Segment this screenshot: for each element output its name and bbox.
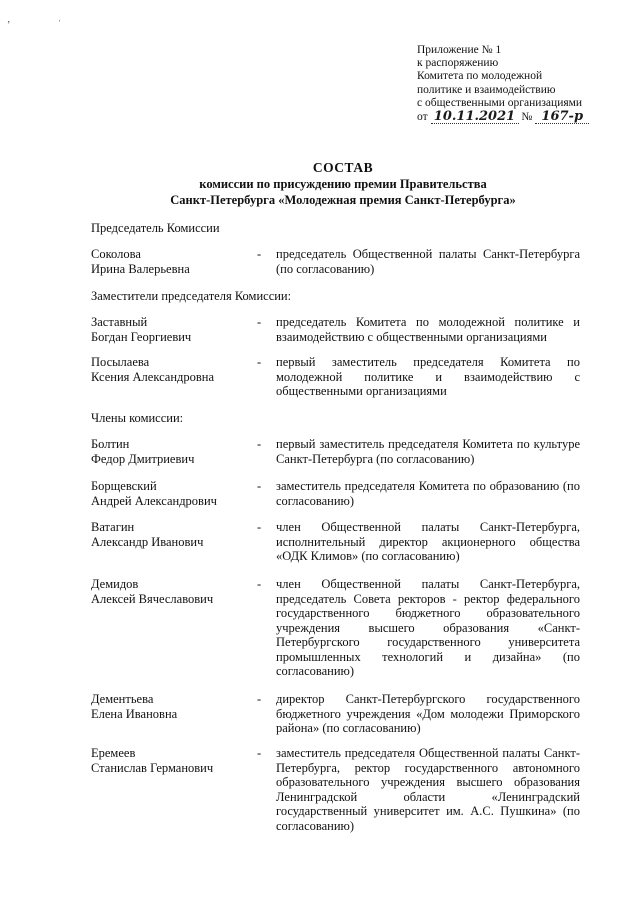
- date-prefix: от: [417, 111, 428, 124]
- title-line-2: комиссии по присуждению премии Правительства: [199, 177, 487, 191]
- dash: -: [257, 577, 262, 591]
- section-deputies: Заместители председателя Комиссии:: [91, 289, 292, 303]
- member-name: Борщевский Андрей Александрович: [91, 479, 217, 508]
- dash: -: [257, 315, 262, 329]
- dash: -: [257, 479, 262, 493]
- member-role: член Общественной палаты Санкт-Петербурга, исполнительный директор акционерного общества «ОДК Климов» (по согласованию): [276, 520, 580, 563]
- dash: -: [257, 692, 262, 706]
- member-role: заместитель председателя Общественной палаты Санкт-Петербурга, ректор государственного автономного образовательного учреждения высшего образования Ленинградской области «Ленинградский государственный университет им. А.С. Пушкина» (по согласованию): [276, 746, 580, 833]
- member-name: Дементьева Елена Ивановна: [91, 692, 178, 721]
- annex-line: с общественными организациями: [417, 96, 583, 109]
- dash: -: [257, 437, 262, 451]
- member-name: Ватагин Александр Иванович: [91, 520, 204, 549]
- handwritten-number: 167-р: [535, 110, 589, 124]
- member-role: председатель Комитета по молодежной политике и взаимодействию с общественными организациями: [276, 315, 580, 344]
- member-name: Болтин Федор Дмитриевич: [91, 437, 195, 466]
- annex-block: [417, 44, 617, 124]
- dash: -: [257, 247, 262, 261]
- member-role: заместитель председателя Комитета по образованию (по согласованию): [276, 479, 580, 508]
- member-role: первый заместитель председателя Комитета по культуре Санкт-Петербурга (по согласованию): [276, 437, 580, 466]
- member-role: член Общественной палаты Санкт-Петербурга, председатель Совета ректоров - ректор федерального государственного бюджетного образовательного учреждения высшего образования «Санкт-Петербургского государственного университета промышленных технологий и дизайна» (по согласованию): [276, 577, 580, 678]
- dash: -: [257, 355, 262, 369]
- section-chairman: Председатель Комиссии: [91, 221, 220, 235]
- annex-line: к распоряжению: [417, 57, 499, 70]
- member-role: директор Санкт-Петербургского государственного бюджетного учреждения «Дом молодежи Приморского района» (по согласованию): [276, 692, 580, 735]
- section-members: Члены комиссии:: [91, 411, 184, 425]
- dash: -: [257, 746, 262, 760]
- number-prefix: №: [521, 111, 533, 124]
- annex-line: Приложение № 1: [417, 44, 502, 56]
- dash: -: [257, 520, 262, 534]
- member-name: Заставный Богдан Георгиевич: [91, 315, 192, 344]
- annex-line: политике и взаимодействию: [417, 83, 556, 96]
- title-line-3: Санкт-Петербурга «Молодежная премия Санкт-Петербурга»: [170, 193, 516, 207]
- member-name: Демидов Алексей Вячеславович: [91, 577, 214, 606]
- member-name: Соколова Ирина Валерьевна: [91, 247, 190, 276]
- scan-mark: ʼ: [7, 20, 11, 31]
- document-title: [130, 160, 556, 208]
- scan-mark: ˈ: [58, 19, 62, 30]
- annex-line: Комитета по молодежной: [417, 70, 543, 83]
- member-role: председатель Общественной палаты Санкт-Петербурга (по согласованию): [276, 247, 580, 276]
- member-name: Посылаева Ксения Александровна: [91, 355, 215, 384]
- handwritten-date: 10.11.2021: [431, 110, 519, 124]
- annex-date-line: [417, 110, 617, 124]
- member-name: Еремеев Станислав Германович: [91, 746, 214, 775]
- title-main: СОСТАВ: [312, 160, 374, 175]
- member-role: первый заместитель председателя Комитета по молодежной политике и взаимодействию с общественными организациями: [276, 355, 580, 398]
